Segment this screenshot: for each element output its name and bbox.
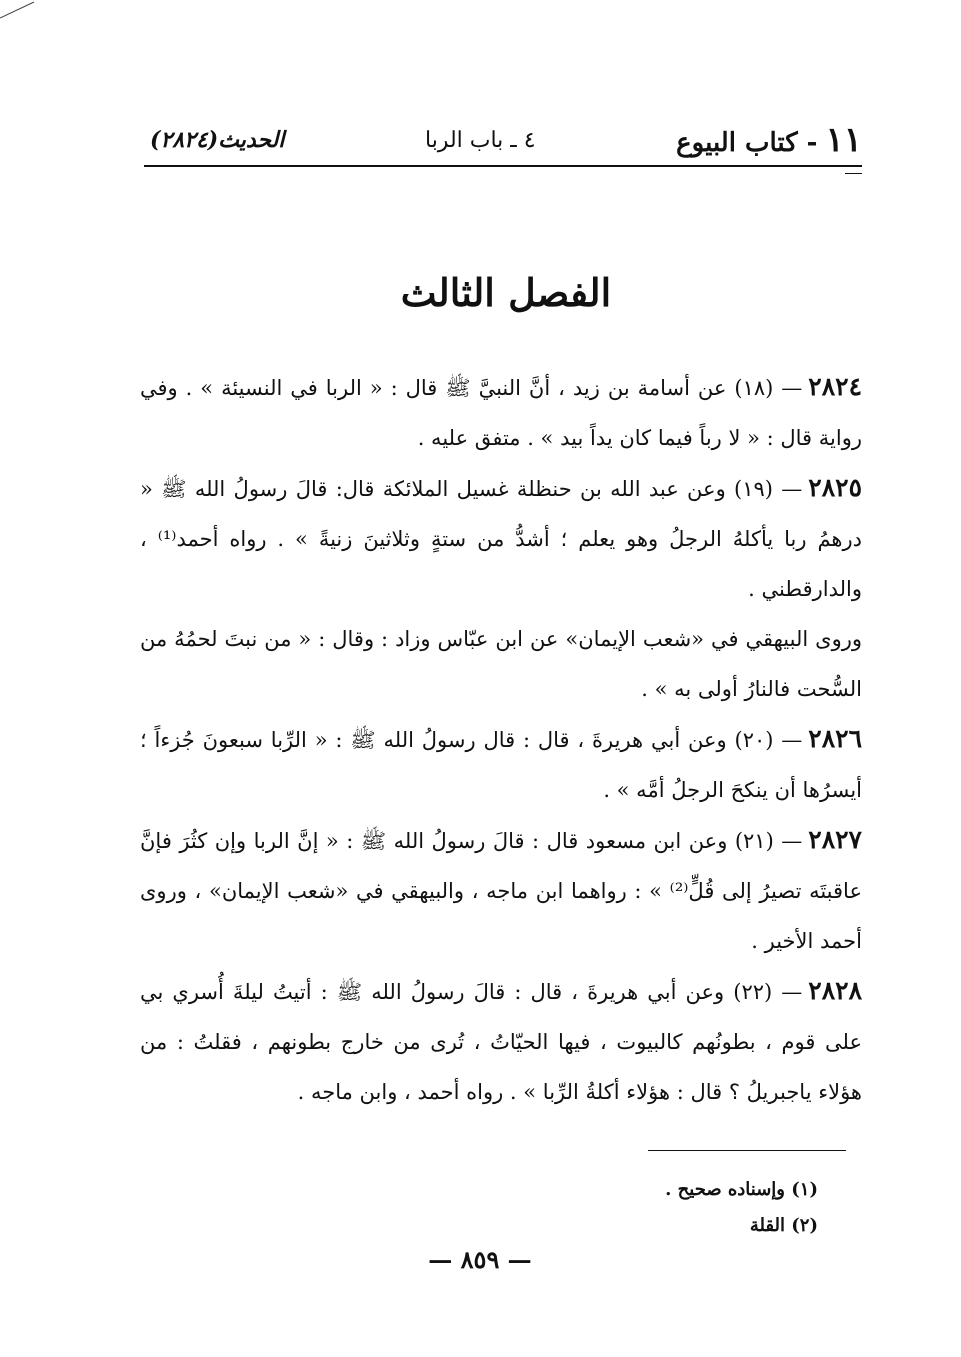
- hadith-text: — (١٩) وعن عبد الله بن حنظلة غسيل الملائكة قال: قالَ رسولُ الله ﷺ « درهمُ ربا يأكلهُ الرجلُ وهو يعلم ؛ أشدُّ من ستةٍ وثلاثينَ زنيةً » . رواه أحمد⁽¹⁾ ، والدارقطني .: [140, 477, 862, 601]
- hadith-text: — (٢١) وعن ابن مسعود قال : قالَ رسولُ الله ﷺ : « إنَّ الربا وإن كثُرَ فإنَّ عاقبتَه تصيرُ إلى قُلٍّ⁽²⁾ » : رواهما ابن ماجه ، والبيهقي في «شعب الإيمان» ، وروى أحمد الأخير .: [140, 829, 862, 953]
- footnotes: [560, 1172, 818, 1244]
- hadith-text: وروى البيهقي في «شعب الإيمان» عن ابن عبّاس وزاد : وقال : « من نبتَ لحمُهُ من السُّحت فالنارُ أولى به » .: [140, 627, 862, 701]
- running-header: [150, 118, 862, 162]
- header-chapter: ٤ ـ باب الربا: [424, 127, 536, 153]
- footnote-divider: [648, 1150, 846, 1151]
- footnote-2: (٢) القلة: [749, 1215, 818, 1236]
- hadith-number: ٢٨٢٤: [808, 372, 863, 401]
- hadith-2824: [140, 362, 862, 463]
- hadith-2828: [140, 966, 862, 1117]
- header-divider: [144, 165, 862, 167]
- hadith-text: — (٢٠) وعن أبي هريرةَ ، قال : قال رسولُ الله ﷺ : « الرِّبا سبعونَ جُزءاً ؛ أيسرُها أن ينكحَ الرجلُ أمَّه » .: [140, 728, 862, 802]
- hadith-number: ٢٨٢٥: [808, 473, 862, 502]
- hadith-2827: [140, 815, 862, 966]
- hadith-text: — (٢٢) وعن أبي هريرةَ ، قال : قالَ رسولُ الله ﷺ : أتيتُ ليلةَ أُسري بي على قوم ، بطونُهم كالبيوت ، فيها الحيّاتُ ، تُرى من خارج بطونهم ، فقلتُ : من هؤلاء ياجبريلُ ؟ قال : هؤلاء أكلةُ الرِّبا » . رواه أحمد ، وابن ماجه .: [140, 980, 862, 1104]
- header-hadith-range: الحديث(٢٨٢٤): [150, 127, 285, 153]
- hadith-2825-addendum: [140, 614, 862, 714]
- header-book-number: ١١: [825, 120, 862, 160]
- header-book-title: - كتاب البيوع: [676, 128, 818, 158]
- hadith-number: ٢٨٢٨: [808, 976, 862, 1005]
- hadith-text: — (١٨) عن أسامة بن زيد ، أنَّ النبيَّ ﷺ قال : « الربا في النسيئة » . وفي رواية قال : « لا رباً فيما كان يداً بيد » . متفق عليه .: [140, 376, 862, 450]
- header-divider-tail: [845, 173, 862, 174]
- hadith-list: [140, 362, 862, 1117]
- footnote-1: (١) وإسناده صحيح .: [665, 1179, 818, 1200]
- section-title: الفصل الثالث: [400, 270, 612, 315]
- hadith-number: ٢٨٢٧: [808, 825, 862, 854]
- hadith-number: ٢٨٢٦: [808, 724, 862, 753]
- page-number: — ٨٥٩ —: [428, 1245, 532, 1274]
- hadith-2826: [140, 714, 862, 815]
- header-book: [676, 120, 862, 160]
- hadith-2825: [140, 463, 862, 614]
- scan-corner-mark: [0, 0, 40, 20]
